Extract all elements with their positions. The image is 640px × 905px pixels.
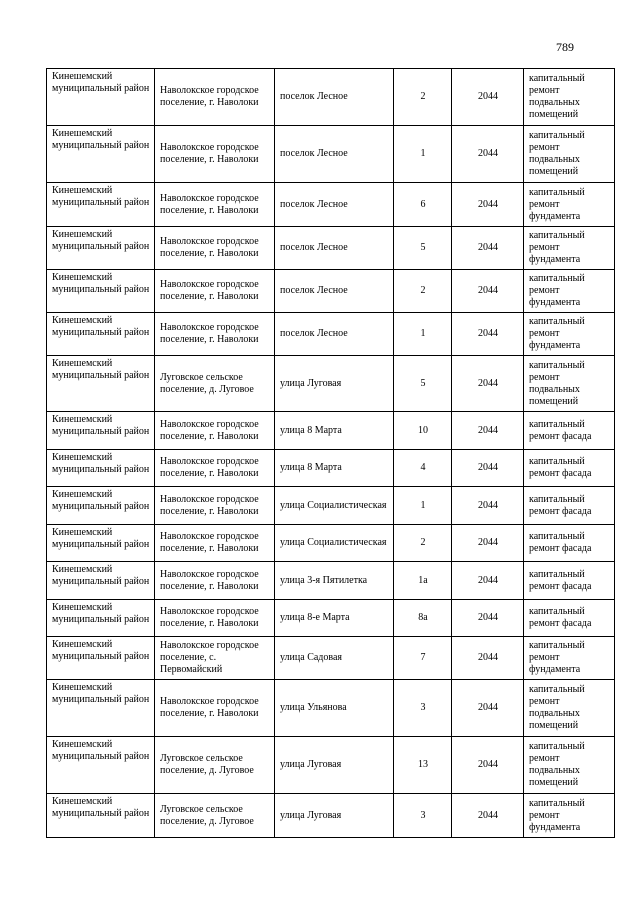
year-cell: 2044 [452,600,524,637]
street-cell: улица 8 Марта [275,412,394,450]
street-cell: поселок Лесное [275,227,394,270]
house-number-cell: 5 [394,227,452,270]
work-type-cell: капитальный ремонт фасада [524,600,615,637]
street-cell: улица Луговая [275,794,394,838]
street-cell: улица Луговая [275,737,394,794]
house-number-cell: 1а [394,562,452,600]
settlement-cell: Наволокское городское поселение, г. Наволоки [155,680,275,737]
district-cell: Кинешемский муниципальный район [47,737,155,794]
district-cell: Кинешемский муниципальный район [47,69,155,126]
house-number-cell: 13 [394,737,452,794]
street-cell: поселок Лесное [275,69,394,126]
table-row [47,356,615,412]
district-cell: Кинешемский муниципальный район [47,412,155,450]
table-row [47,69,615,126]
district-cell: Кинешемский муниципальный район [47,227,155,270]
settlement-cell: Наволокское городское поселение, г. Наволоки [155,183,275,227]
district-cell: Кинешемский муниципальный район [47,794,155,838]
district-cell: Кинешемский муниципальный район [47,680,155,737]
housing-repair-table [46,68,615,838]
settlement-cell: Наволокское городское поселение, г. Наволоки [155,313,275,356]
table-row [47,637,615,680]
year-cell: 2044 [452,412,524,450]
district-cell: Кинешемский муниципальный район [47,313,155,356]
work-type-cell: капитальный ремонт фундамента [524,313,615,356]
year-cell: 2044 [452,126,524,183]
house-number-cell: 5 [394,356,452,412]
table-row [47,227,615,270]
settlement-cell: Наволокское городское поселение, г. Наволоки [155,227,275,270]
work-type-cell: капитальный ремонт фундамента [524,227,615,270]
house-number-cell: 1 [394,126,452,183]
table-row [47,737,615,794]
house-number-cell: 2 [394,270,452,313]
year-cell: 2044 [452,450,524,487]
work-type-cell: капитальный ремонт фасада [524,412,615,450]
street-cell: улица Социалистическая [275,525,394,562]
work-type-cell: капитальный ремонт фундамента [524,637,615,680]
street-cell: улица Ульянова [275,680,394,737]
district-cell: Кинешемский муниципальный район [47,525,155,562]
house-number-cell: 3 [394,794,452,838]
district-cell: Кинешемский муниципальный район [47,183,155,227]
work-type-cell: капитальный ремонт фасада [524,450,615,487]
work-type-cell: капитальный ремонт подвальных помещений [524,126,615,183]
table-row [47,600,615,637]
work-type-cell: капитальный ремонт фасада [524,487,615,525]
work-type-cell: капитальный ремонт фасада [524,562,615,600]
settlement-cell: Наволокское городское поселение, г. Наволоки [155,450,275,487]
house-number-cell: 4 [394,450,452,487]
table-row [47,794,615,838]
year-cell: 2044 [452,487,524,525]
table-row [47,525,615,562]
work-type-cell: капитальный ремонт подвальных помещений [524,737,615,794]
year-cell: 2044 [452,680,524,737]
settlement-cell: Луговское сельское поселение, д. Луговое [155,737,275,794]
year-cell: 2044 [452,637,524,680]
work-type-cell: капитальный ремонт подвальных помещений [524,680,615,737]
settlement-cell: Луговское сельское поселение, д. Луговое [155,356,275,412]
street-cell: улица Социалистическая [275,487,394,525]
table-row [47,126,615,183]
street-cell: улица Садовая [275,637,394,680]
table-row [47,183,615,227]
table-row [47,562,615,600]
year-cell: 2044 [452,737,524,794]
settlement-cell: Наволокское городское поселение, г. Наволоки [155,562,275,600]
house-number-cell: 2 [394,69,452,126]
district-cell: Кинешемский муниципальный район [47,562,155,600]
district-cell: Кинешемский муниципальный район [47,600,155,637]
year-cell: 2044 [452,313,524,356]
work-type-cell: капитальный ремонт подвальных помещений [524,69,615,126]
table-row [47,680,615,737]
year-cell: 2044 [452,562,524,600]
district-cell: Кинешемский муниципальный район [47,450,155,487]
street-cell: поселок Лесное [275,313,394,356]
street-cell: поселок Лесное [275,183,394,227]
year-cell: 2044 [452,183,524,227]
house-number-cell: 3 [394,680,452,737]
work-type-cell: капитальный ремонт подвальных помещений [524,356,615,412]
settlement-cell: Наволокское городское поселение, г. Наволоки [155,69,275,126]
house-number-cell: 10 [394,412,452,450]
settlement-cell: Наволокское городское поселение, г. Наволоки [155,525,275,562]
year-cell: 2044 [452,227,524,270]
work-type-cell: капитальный ремонт фундамента [524,270,615,313]
table-row [47,270,615,313]
table-row [47,412,615,450]
district-cell: Кинешемский муниципальный район [47,270,155,313]
house-number-cell: 1 [394,487,452,525]
street-cell: улица Луговая [275,356,394,412]
page-number: 789 [556,40,574,54]
house-number-cell: 1 [394,313,452,356]
district-cell: Кинешемский муниципальный район [47,487,155,525]
street-cell: поселок Лесное [275,126,394,183]
house-number-cell: 8а [394,600,452,637]
table-body [47,69,615,838]
year-cell: 2044 [452,794,524,838]
settlement-cell: Наволокское городское поселение, г. Наволоки [155,126,275,183]
year-cell: 2044 [452,69,524,126]
street-cell: улица 8 Марта [275,450,394,487]
settlement-cell: Наволокское городское поселение, г. Наволоки [155,487,275,525]
house-number-cell: 2 [394,525,452,562]
table-row [47,313,615,356]
district-cell: Кинешемский муниципальный район [47,356,155,412]
work-type-cell: капитальный ремонт фундамента [524,794,615,838]
settlement-cell: Наволокское городское поселение, г. Наволоки [155,270,275,313]
street-cell: поселок Лесное [275,270,394,313]
street-cell: улица 3-я Пятилетка [275,562,394,600]
year-cell: 2044 [452,525,524,562]
settlement-cell: Наволокское городское поселение, г. Наволоки [155,412,275,450]
district-cell: Кинешемский муниципальный район [47,637,155,680]
house-number-cell: 7 [394,637,452,680]
street-cell: улица 8-е Марта [275,600,394,637]
year-cell: 2044 [452,270,524,313]
settlement-cell: Наволокское городское поселение, г. Наволоки [155,600,275,637]
settlement-cell: Наволокское городское поселение, с. Первомайский [155,637,275,680]
house-number-cell: 6 [394,183,452,227]
table-row [47,450,615,487]
settlement-cell: Луговское сельское поселение, д. Луговое [155,794,275,838]
work-type-cell: капитальный ремонт фасада [524,525,615,562]
table-row [47,487,615,525]
work-type-cell: капитальный ремонт фундамента [524,183,615,227]
year-cell: 2044 [452,356,524,412]
district-cell: Кинешемский муниципальный район [47,126,155,183]
